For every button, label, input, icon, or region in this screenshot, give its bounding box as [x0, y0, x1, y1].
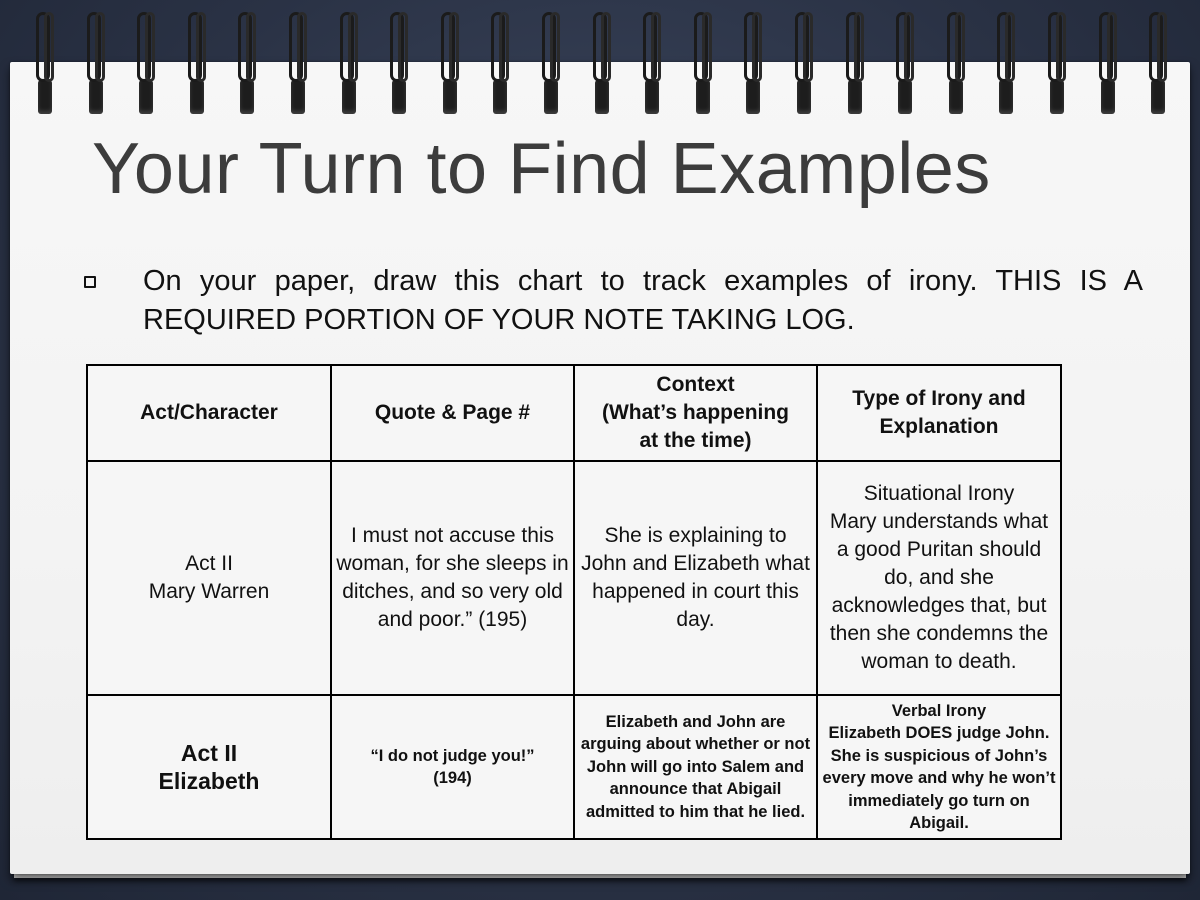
binding-ring — [1149, 12, 1167, 104]
binding-ring — [289, 12, 307, 104]
cell-context: Elizabeth and John are arguing about whether or not John will go into Salem and announce that Abigail admitted to him that he lied. — [574, 695, 817, 839]
header-context: Context (What’s happening at the time) — [574, 365, 817, 461]
binding-ring — [593, 12, 611, 104]
binding-ring — [87, 12, 105, 104]
table-row — [87, 461, 1061, 695]
binding-ring — [896, 12, 914, 104]
bullet-text: On your paper, draw this chart to track examples of irony. THIS IS A REQUIRED PORTION OF YOUR NOTE TAKING LOG. — [143, 265, 1143, 336]
binding-ring — [137, 12, 155, 104]
header-quote-page: Quote & Page # — [331, 365, 574, 461]
header-act-character: Act/Character — [87, 365, 331, 461]
binding-ring — [1048, 12, 1066, 104]
cell-act-character: Act II Elizabeth — [87, 695, 331, 839]
spiral-binding — [0, 0, 1200, 110]
cell-irony-type: Verbal Irony Elizabeth DOES judge John. She is suspicious of John’s every move and why he won’t immediately go turn on Abigail. — [817, 695, 1061, 839]
binding-ring — [542, 12, 560, 104]
binding-ring — [441, 12, 459, 104]
binding-ring — [997, 12, 1015, 104]
binding-ring — [1099, 12, 1117, 104]
bullet-square-icon — [84, 276, 96, 288]
binding-ring — [744, 12, 762, 104]
irony-chart-table — [86, 364, 1062, 840]
header-irony-type: Type of Irony and Explanation — [817, 365, 1061, 461]
binding-ring — [491, 12, 509, 104]
binding-ring — [643, 12, 661, 104]
binding-ring — [795, 12, 813, 104]
binding-ring — [36, 12, 54, 104]
cell-context: She is explaining to John and Elizabeth what happened in court this day. — [574, 461, 817, 695]
cell-act-character: Act II Mary Warren — [87, 461, 331, 695]
table-row — [87, 695, 1061, 839]
binding-ring — [694, 12, 712, 104]
table-header-row — [87, 365, 1061, 461]
cell-irony-type: Situational Irony Mary understands what a good Puritan should do, and she acknowledges that, but then she condemns the woman to death. — [817, 461, 1061, 695]
cell-quote: “I do not judge you!” (194) — [331, 695, 574, 839]
binding-ring — [238, 12, 256, 104]
slide-title: Your Turn to Find Examples — [92, 129, 991, 209]
binding-ring — [846, 12, 864, 104]
binding-ring — [188, 12, 206, 104]
binding-ring — [947, 12, 965, 104]
binding-ring — [390, 12, 408, 104]
cell-quote: I must not accuse this woman, for she sleeps in ditches, and so very old and poor.” (195) — [331, 461, 574, 695]
binding-ring — [340, 12, 358, 104]
